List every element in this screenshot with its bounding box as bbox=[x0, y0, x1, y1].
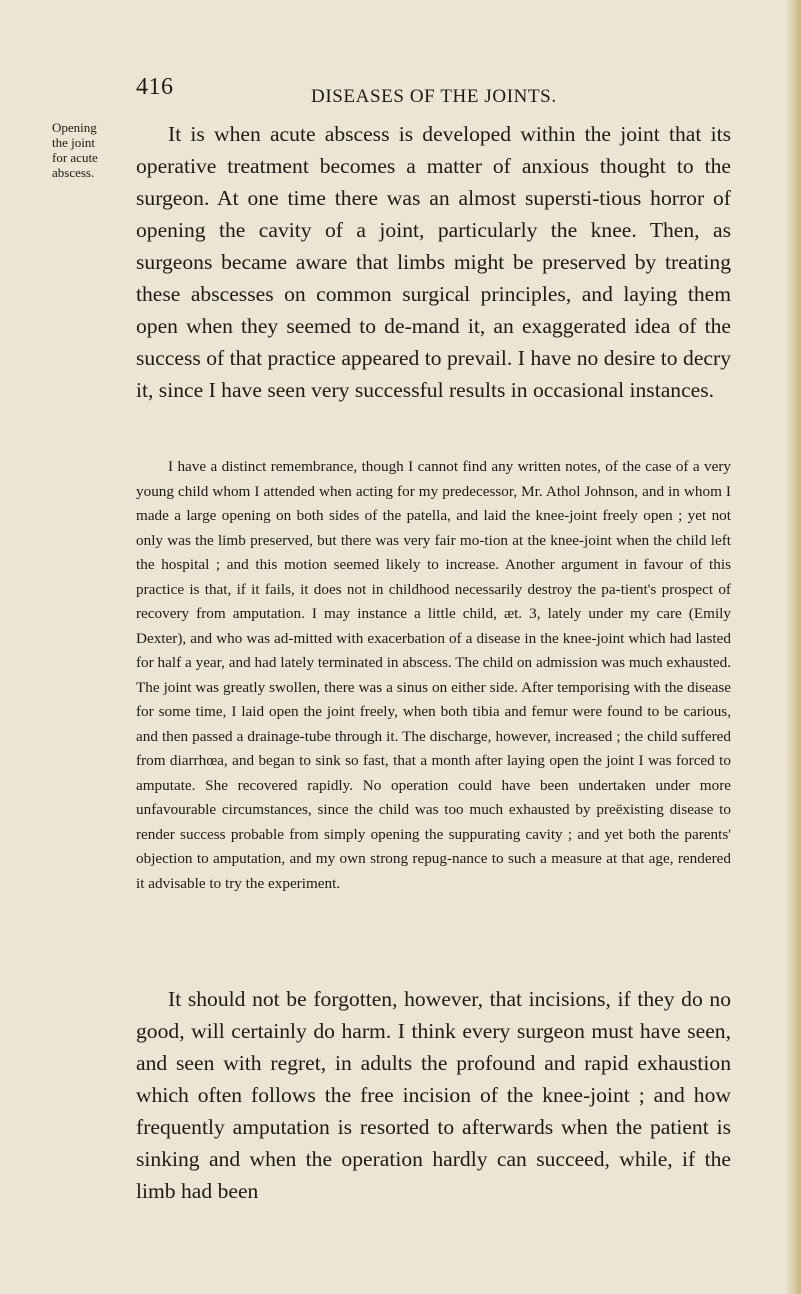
body-paragraph-2: It should not be forgotten, however, that incisions, if they do no good, will certainly do harm. I think every surgeon must have seen, and seen with regret, in adults the profound and rapid exhaustion which often follows the free incision of the knee-joint ; and how frequently amputation is resorted to afterwards when the patient is sinking and when the operation hardly can succeed, while, if the limb had been bbox=[136, 987, 731, 1203]
body-paragraph-1: It is when acute abscess is developed within the joint that its operative treatment becomes a matter of anxious thought to the surgeon. At one time there was an almost supersti-tious horror of opening the cavity of a joint, particularly the knee. Then, as surgeons became aware that limbs might be preserved by treating these abscesses on common surgical principles, and laying them open when they seemed to de-mand it, an exaggerated idea of the success of that practice appeared to prevail. I have no desire to decry it, since I have seen very successful results in occasional instances. bbox=[136, 122, 731, 402]
margin-note-line: Opening bbox=[52, 120, 97, 135]
margin-note-line: abscess. bbox=[52, 165, 95, 180]
page-number: 416 bbox=[136, 74, 174, 100]
margin-note-line: the joint bbox=[52, 135, 95, 150]
case-note-paragraph: I have a distinct remembrance, though I cannot find any written notes, of the case of a very young child whom I attended when acting for my predecessor, Mr. Athol Johnson, and in whom I made a large opening on both sides of the patella, and laid the knee-joint freely open ; yet not only was the limb preserved, but there was very fair mo-tion at the knee-joint when the child left the hospital ; and this motion seemed likely to increase. Another argument in favour of this practice is that, if it fails, it does not in childhood necessarily destroy the pa-tient's prospect of recovery from amputation. I may instance a little child, æt. 3, lately under my care (Emily Dexter), and who was ad-mitted with exacerbation of a disease in the knee-joint which had lasted for half a year, and had lately terminated in abscess. The child on admission was much exhausted. The joint was greatly swollen, there was a sinus on either side. After temporising with the disease for some time, I laid open the joint freely, when both tibia and femur were found to be carious, and then passed a drainage-tube through it. The discharge, however, increased ; the child suffered from diarrhœa, and began to sink so fast, that a month after laying open the joint I was forced to amputate. She recovered rapidly. No operation could have been undertaken under more unfavourable circumstances, since the child was too much exhausted by preëxisting disease to render success probable from simply opening the suppurating cavity ; and yet both the parents' objection to amputation, and my own strong repug-nance to such a measure at that age, rendered it advisable to try the experiment. bbox=[136, 458, 731, 892]
page-edge bbox=[785, 0, 801, 1294]
running-title: DISEASES OF THE JOINTS. bbox=[311, 86, 557, 107]
margin-note-line: for acute bbox=[52, 150, 98, 165]
margin-note bbox=[52, 120, 122, 180]
